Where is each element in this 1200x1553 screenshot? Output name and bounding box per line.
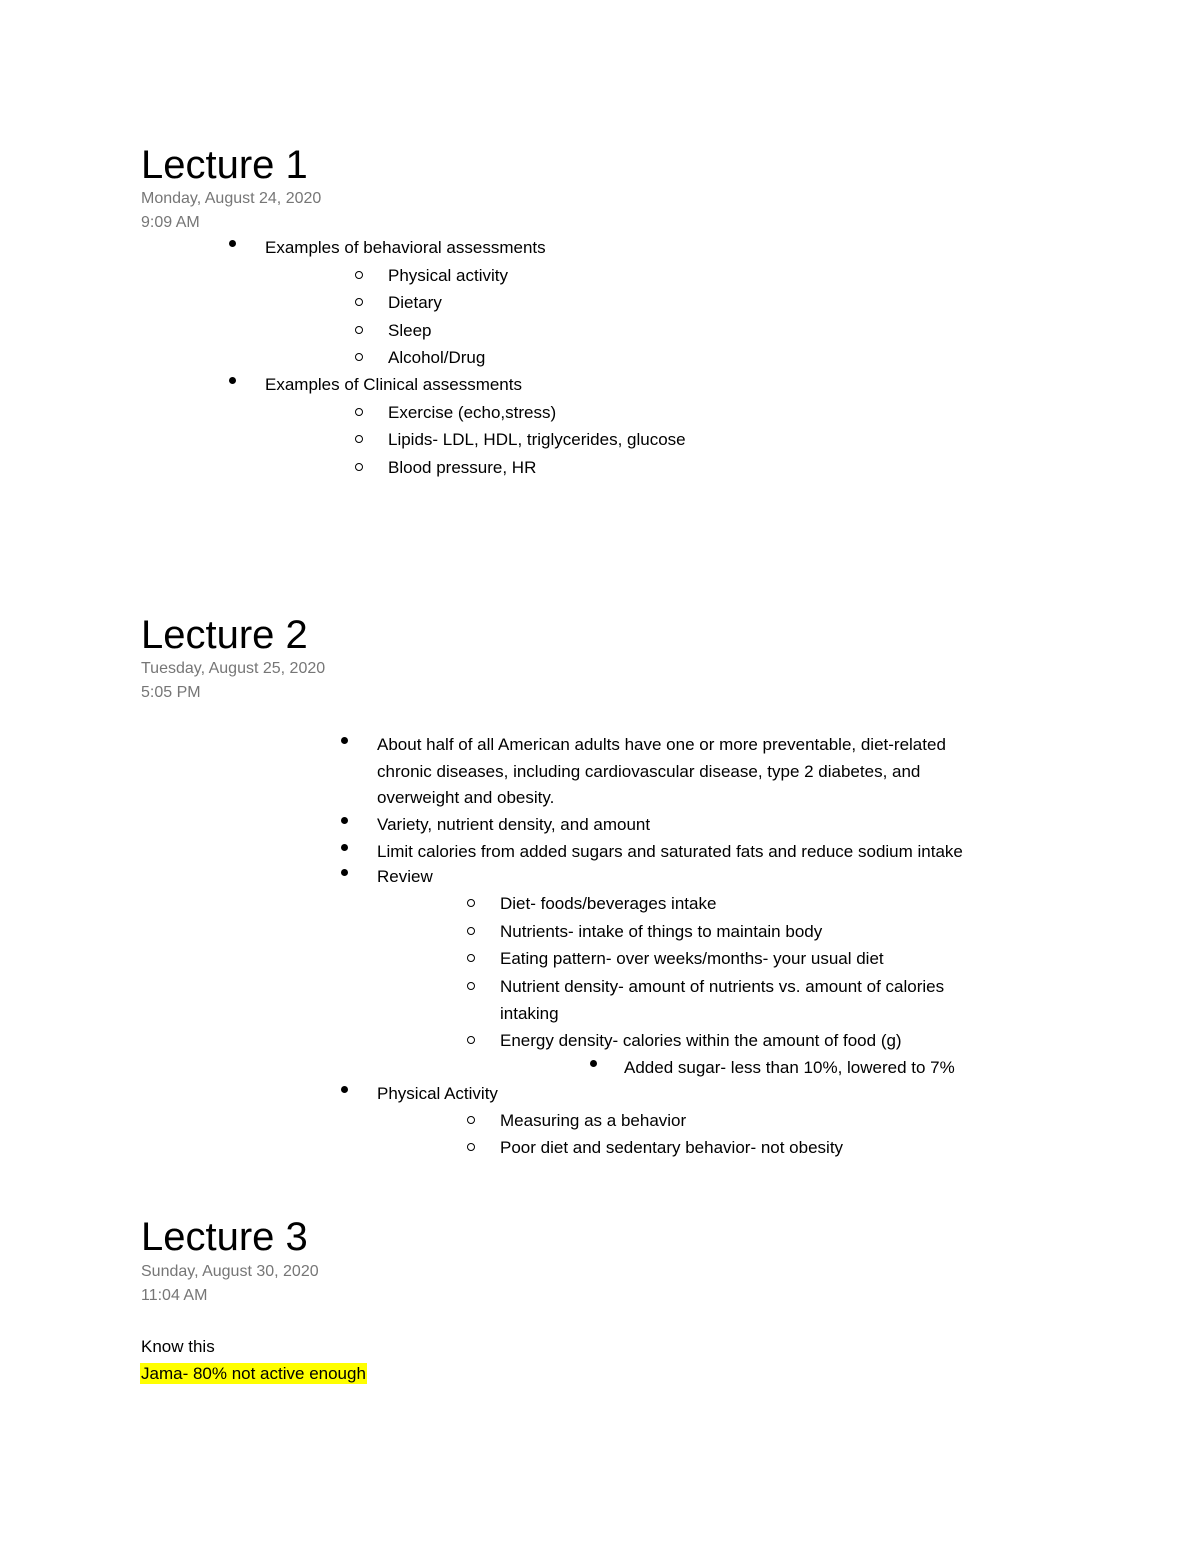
lecture-1-title: Lecture 1 bbox=[141, 143, 308, 187]
circle-bullet-icon bbox=[467, 927, 475, 935]
list-item: Dietary bbox=[388, 293, 442, 312]
lecture-3-date: Sunday, August 30, 2020 bbox=[141, 1263, 319, 1280]
bullet-icon bbox=[590, 1060, 597, 1067]
list-item: Physical Activity bbox=[377, 1084, 498, 1103]
list-item: Limit calories from added sugars and saturated fats and reduce sodium intake bbox=[377, 842, 963, 861]
lecture-3-time: 11:04 AM bbox=[141, 1287, 208, 1304]
list-item: Blood pressure, HR bbox=[388, 458, 537, 477]
lecture-1-date: Monday, August 24, 2020 bbox=[141, 190, 322, 207]
circle-bullet-icon bbox=[355, 326, 363, 334]
list-item: Examples of Clinical assessments bbox=[265, 375, 522, 394]
bullet-icon bbox=[229, 240, 236, 247]
list-item: Review bbox=[377, 867, 433, 886]
list-item: About half of all American adults have one or more preventable, diet-related bbox=[377, 735, 946, 754]
lecture-2-date: Tuesday, August 25, 2020 bbox=[141, 660, 326, 677]
list-item: Physical activity bbox=[388, 266, 508, 285]
list-item: Poor diet and sedentary behavior- not obesity bbox=[500, 1138, 844, 1157]
note-text: Know this bbox=[141, 1337, 215, 1356]
circle-bullet-icon bbox=[355, 271, 363, 279]
bullet-icon bbox=[341, 737, 348, 744]
circle-bullet-icon bbox=[467, 954, 475, 962]
list-item: Eating pattern- over weeks/months- your usual diet bbox=[500, 949, 884, 968]
list-item: Alcohol/Drug bbox=[388, 348, 486, 367]
list-item: Sleep bbox=[388, 321, 432, 340]
list-item: Energy density- calories within the amount of food (g) bbox=[500, 1031, 902, 1050]
lecture-1-time: 9:09 AM bbox=[141, 214, 200, 231]
list-item: Diet- foods/beverages intake bbox=[500, 894, 717, 913]
circle-bullet-icon bbox=[467, 1143, 475, 1151]
list-item: Variety, nutrient density, and amount bbox=[377, 815, 651, 834]
list-item: Exercise (echo,stress) bbox=[388, 403, 557, 422]
list-item: Measuring as a behavior bbox=[500, 1111, 687, 1130]
bullet-icon bbox=[229, 377, 236, 384]
list-item-continued: overweight and obesity. bbox=[377, 788, 555, 807]
lecture-2-time: 5:05 PM bbox=[141, 684, 201, 701]
highlighted-note: Jama- 80% not active enough bbox=[141, 1364, 366, 1383]
list-item: Nutrient density- amount of nutrients vs. amount of calories bbox=[500, 977, 945, 996]
circle-bullet-icon bbox=[467, 1116, 475, 1124]
circle-bullet-icon bbox=[467, 982, 475, 990]
list-item-continued: chronic diseases, including cardiovascular disease, type 2 diabetes, and bbox=[377, 762, 921, 781]
circle-bullet-icon bbox=[355, 408, 363, 416]
bullet-icon bbox=[341, 817, 348, 824]
circle-bullet-icon bbox=[355, 463, 363, 471]
bullet-icon bbox=[341, 869, 348, 876]
list-item-continued: intaking bbox=[500, 1004, 559, 1023]
circle-bullet-icon bbox=[355, 298, 363, 306]
circle-bullet-icon bbox=[355, 435, 363, 443]
bullet-icon bbox=[341, 1086, 348, 1093]
circle-bullet-icon bbox=[355, 353, 363, 361]
lecture-3-title: Lecture 3 bbox=[141, 1215, 308, 1259]
circle-bullet-icon bbox=[467, 899, 475, 907]
bullet-icon bbox=[341, 844, 348, 851]
list-item: Nutrients- intake of things to maintain body bbox=[500, 922, 823, 941]
list-item: Lipids- LDL, HDL, triglycerides, glucose bbox=[388, 430, 686, 449]
list-item: Examples of behavioral assessments bbox=[265, 238, 546, 257]
list-item: Added sugar- less than 10%, lowered to 7% bbox=[624, 1058, 955, 1077]
circle-bullet-icon bbox=[467, 1036, 475, 1044]
lecture-2-title: Lecture 2 bbox=[141, 613, 308, 657]
